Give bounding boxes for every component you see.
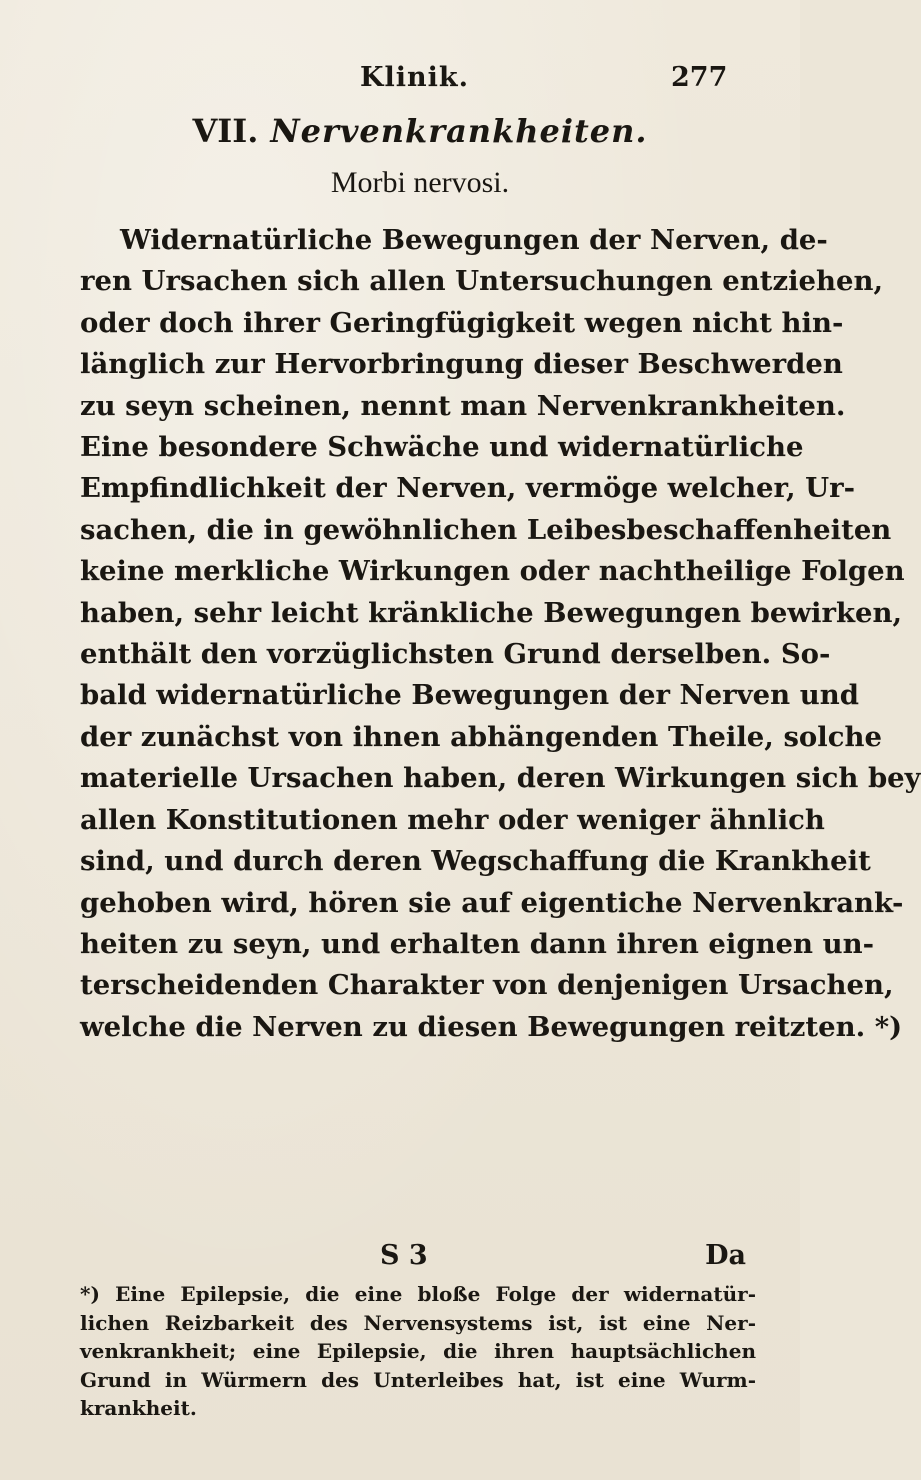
text-line: Empfindlichkeit der Nerven, vermöge welcher, Ur-: [80, 472, 856, 505]
text-line: heiten zu seyn, und erhalten dann ihren eignen un-: [80, 927, 875, 960]
text-line: welche die Nerven zu diesen Bewegungen reitzten. *): [80, 1010, 903, 1043]
section-title-latin: Morbi nervosi.: [330, 166, 510, 199]
text-line: oder doch ihrer Geringfügigkeit wegen nicht hin-: [80, 306, 844, 339]
text-line: allen Konstitutionen mehr oder weniger ähnlich: [80, 803, 825, 836]
section-heading: [0, 112, 800, 150]
body-paragraph: [80, 220, 921, 1048]
section-title-german: Nervenkrankheiten.: [270, 112, 648, 150]
text-line: Widernatürliche Bewegungen der Nerven, de-: [120, 224, 828, 256]
footnote-line: lichen Reizbarkeit des Nervensystems ist, ist eine Ner-: [80, 1310, 756, 1335]
text-line: keine merkliche Wirkungen oder nachtheilige Folgen: [80, 555, 905, 588]
catch-line: [80, 1240, 756, 1280]
text-line: gehoben wird, hören sie auf eigentiche Nervenkrank-: [80, 886, 904, 919]
text-line: haben, sehr leicht kränkliche Bewegungen bewirken,: [80, 596, 903, 629]
section-number: VII.: [192, 112, 259, 150]
text-line: sachen, die in gewöhnlichen Leibesbeschaffenheiten: [80, 513, 892, 546]
signature-mark: S 3: [380, 1240, 428, 1271]
text-line: sind, und durch deren Wegschaffung die Krankheit: [80, 845, 871, 878]
footnote-line: Grund in Würmern des Unterleibes hat, ist eine Wurm-: [80, 1367, 756, 1392]
page-header: [0, 62, 800, 102]
text-line: Eine besondere Schwäche und widernatürliche: [80, 431, 804, 464]
text-line: terscheidenden Charakter von denjenigen Ursachen,: [80, 969, 894, 1002]
text-line: zu seyn scheinen, nennt man Nervenkrankheiten.: [80, 389, 846, 422]
catchword: Da: [705, 1240, 746, 1271]
footnote-line: venkrankheit; eine Epilepsie, die ihren hauptsächlichen: [80, 1339, 756, 1363]
text-line: ren Ursachen sich allen Untersuchungen entziehen,: [80, 265, 884, 298]
text-line: enthält den vorzüglichsten Grund derselben. So-: [80, 638, 831, 671]
text-line: der zunächst von ihnen abhängenden Theile, solche: [80, 720, 882, 753]
footnote-line: *) Eine Epilepsie, die eine bloße Folge der widernatür-: [80, 1282, 756, 1306]
footnote: [80, 1280, 756, 1423]
page-number: 277: [671, 62, 728, 93]
text-line: länglich zur Hervorbringung dieser Beschwerden: [80, 348, 843, 381]
text-line: materielle Ursachen haben, deren Wirkungen sich bey: [80, 762, 921, 795]
text-line: bald widernatürliche Bewegungen der Nerven und: [80, 679, 859, 712]
running-head: Klinik.: [360, 62, 469, 93]
footnote-line: krankheit.: [80, 1396, 197, 1420]
